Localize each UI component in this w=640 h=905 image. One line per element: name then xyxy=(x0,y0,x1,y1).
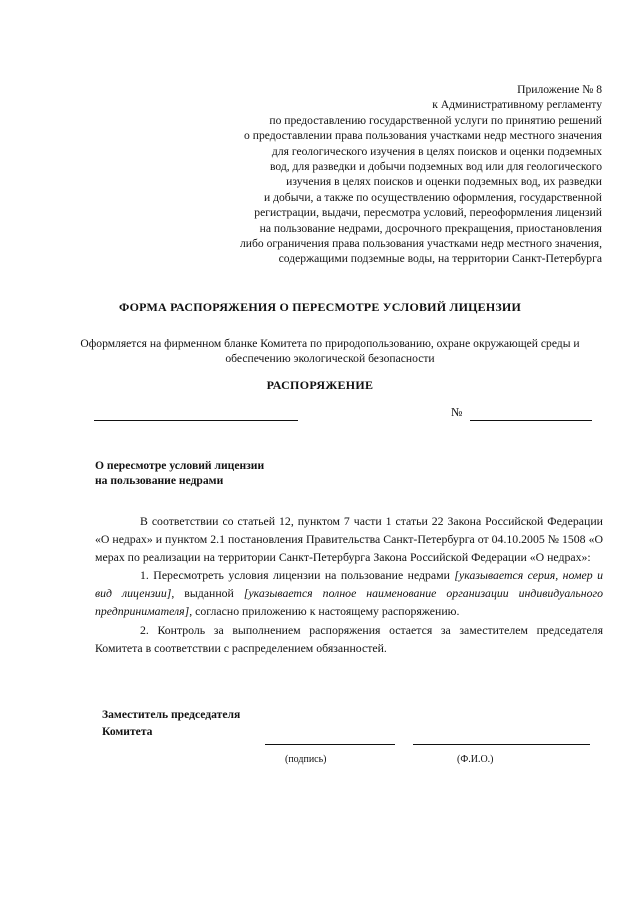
appendix-line: по предоставлению государственной услуги по принятию решений xyxy=(269,113,602,127)
signature-blank-line xyxy=(265,744,395,745)
body-paragraph-item-1 xyxy=(95,566,603,620)
appendix-line: содержащими подземные воды, на территории Санкт-Петербурга xyxy=(278,252,602,266)
appendix-line: о предоставлении права пользования участками недр местного значения xyxy=(244,129,602,143)
signer-title xyxy=(102,706,302,740)
appendix-line: для геологического изучения в целях поисков и оценки подземных xyxy=(271,144,602,158)
signature-caption: (подпись) xyxy=(285,754,327,765)
appendix-line: к Административному регламенту xyxy=(432,98,602,112)
appendix-line: вод, для разведки и добычи подземных вод или для геологического xyxy=(269,160,602,174)
body-paragraph-preamble: В соответствии со статьей 12, пунктом 7 части 1 статьи 22 Закона Российской Федерации «О недрах» и пунктом 2.1 постановления Правительства Санкт-Петербурга от 04.10.2005 № 1508 «О мерах по реализации на территории Санкт-Петербурга Закона Российской Федерации «О недрах»: xyxy=(95,514,603,565)
form-title: ФОРМА РАСПОРЯЖЕНИЯ О ПЕРЕСМОТРЕ УСЛОВИЙ ЛИЦЕНЗИИ xyxy=(118,300,522,314)
item-1-text: 1. Пересмотреть условия лицензии на пользование недрами xyxy=(140,568,455,583)
date-blank-line xyxy=(94,420,298,421)
appendix-line: изучения в целях поисков и оценки подземных вод, их разведки xyxy=(286,175,602,189)
appendix-line: и добычи, а также по осуществлению оформления, государственной xyxy=(264,190,602,204)
signer-line: Заместитель председателя xyxy=(102,708,241,721)
license-placeholder: [указывается серия, номер и вид лицензии] xyxy=(95,568,603,601)
item-1-text: , выданной xyxy=(171,586,244,601)
item-1-text: , согласно приложению к настоящему распоряжению. xyxy=(189,604,460,619)
letterhead-note: Оформляется на фирменном бланке Комитета по природопользованию, охране окружающей среды и обеспечению экологической безопасности xyxy=(80,337,580,365)
body-paragraph-item-2: 2. Контроль за выполнением распоряжения остается за заместителем председателя Комитета в соответствии с распределением обязанностей. xyxy=(95,622,603,655)
appendix-header xyxy=(162,82,602,267)
subject-line: О пересмотре условий лицензии xyxy=(95,459,265,472)
appendix-line: Приложение № 8 xyxy=(517,83,602,96)
document-body xyxy=(95,512,603,657)
subject-line: на пользование недрами xyxy=(95,474,224,487)
document-subject xyxy=(95,458,355,488)
appendix-line: либо ограничения права пользования участками недр местного значения, xyxy=(239,237,602,251)
number-sign: № xyxy=(451,405,463,419)
appendix-line: на пользование недрами, досрочного прекращения, приостановления xyxy=(259,221,602,235)
number-blank-line xyxy=(470,420,592,421)
signer-line: Комитета xyxy=(102,725,153,738)
organization-placeholder: [указывается полное наименование организации индивидуального предпринимателя] xyxy=(95,586,604,619)
name-blank-line xyxy=(413,744,590,745)
name-caption: (Ф.И.О.) xyxy=(457,754,494,765)
document-heading: РАСПОРЯЖЕНИЕ xyxy=(266,378,374,392)
appendix-line: регистрации, выдачи, пересмотра условий, переоформления лицензий xyxy=(254,206,602,220)
